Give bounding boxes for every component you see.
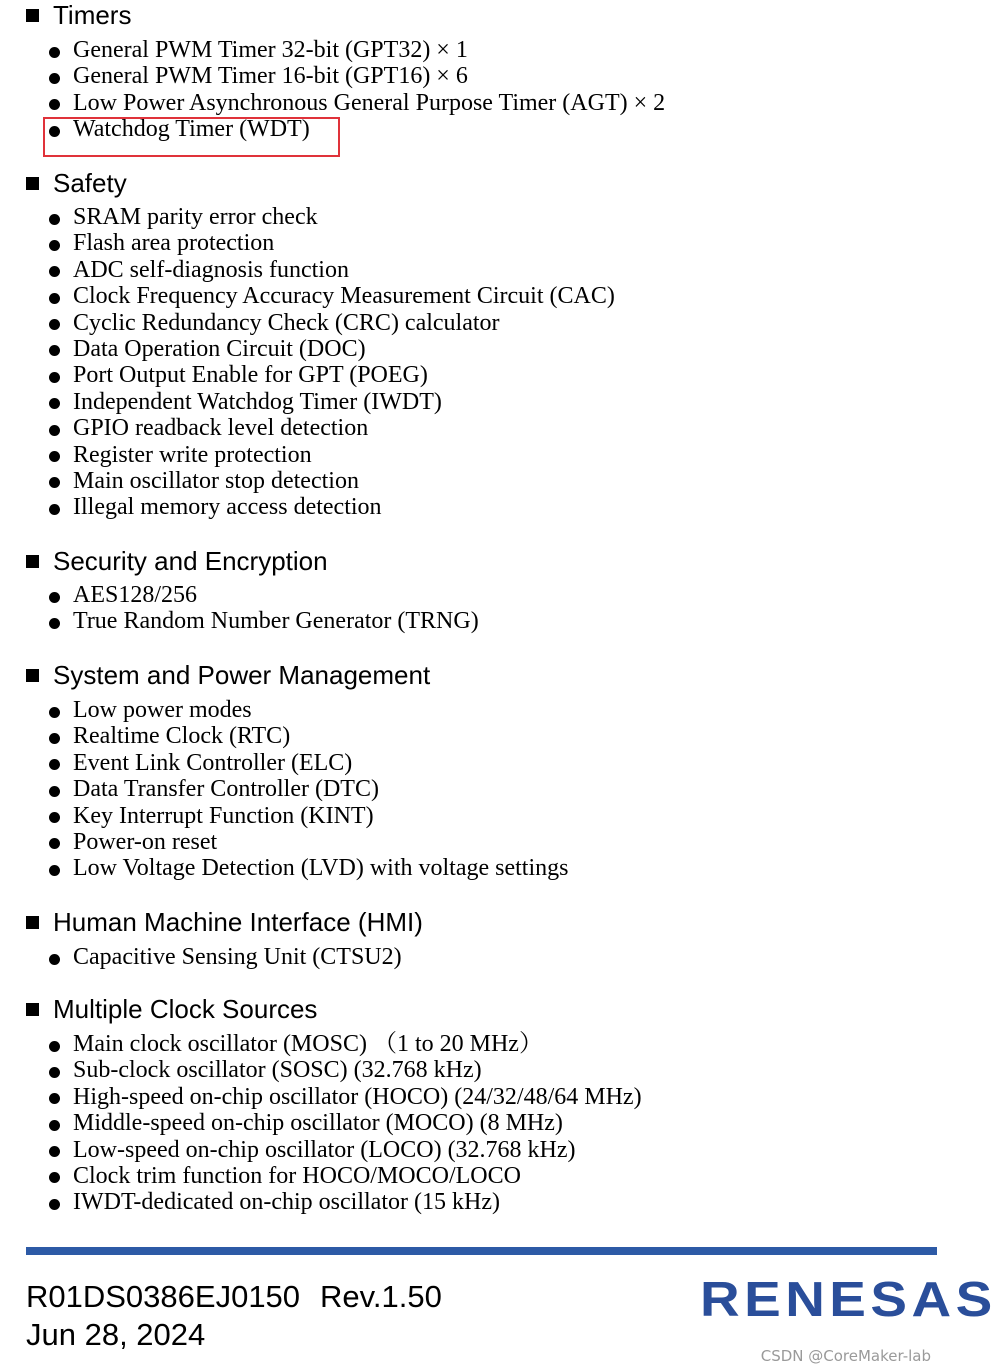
- document-number: R01DS0386EJ0150: [26, 1279, 301, 1314]
- bullet-icon: [49, 47, 60, 58]
- section-heading: [26, 660, 926, 690]
- bullet-icon: [49, 1041, 60, 1052]
- bullet-icon: [49, 73, 60, 84]
- item-list: [26, 204, 926, 521]
- footer-document-id: [26, 1278, 442, 1316]
- list-item-text: GPIO readback level detection: [73, 415, 369, 442]
- list-item: [26, 362, 926, 388]
- list-item-text: Power-on reset: [73, 828, 218, 855]
- list-item: [26, 63, 926, 89]
- bullet-icon: [49, 759, 60, 770]
- list-item-text: General PWM Timer 16-bit (GPT16) × 6: [73, 63, 468, 90]
- bullet-icon: [49, 1120, 60, 1131]
- bullet-icon: [49, 372, 60, 383]
- bullet-icon: [49, 1172, 60, 1183]
- section-heading: [26, 907, 926, 937]
- section-heading: [26, 168, 926, 198]
- list-item-text: Flash area protection: [73, 230, 275, 257]
- bullet-icon: [49, 451, 60, 462]
- bullet-icon: [49, 786, 60, 797]
- list-item: [26, 829, 926, 855]
- bullet-icon: [49, 214, 60, 225]
- list-item-text: Main clock oscillator (MOSC) （1 to 20 MHz）: [73, 1031, 543, 1057]
- item-list: [26, 944, 926, 970]
- footer-divider: [26, 1247, 937, 1255]
- list-item-text: IWDT-dedicated on-chip oscillator (15 kHz): [73, 1189, 500, 1216]
- list-item-text: Illegal memory access detection: [73, 494, 382, 521]
- bullet-icon: [49, 733, 60, 744]
- section-safety: [26, 168, 926, 521]
- list-item-text: Low-speed on-chip oscillator (LOCO) (32.768 kHz): [73, 1136, 576, 1163]
- section-heading-text: Multiple Clock Sources: [53, 994, 318, 1024]
- watermark: CSDN @CoreMaker-lab: [760, 1347, 931, 1365]
- bullet-icon: [49, 865, 60, 876]
- list-item: [26, 336, 926, 362]
- list-item: [26, 855, 926, 881]
- list-item: [26, 1189, 926, 1215]
- list-item-text: Middle-speed on-chip oscillator (MOCO) (8 MHz): [73, 1110, 563, 1137]
- list-item: [26, 468, 926, 494]
- bullet-icon: [49, 504, 60, 515]
- list-item: [26, 90, 926, 116]
- bullet-icon: [49, 1067, 60, 1078]
- highlight-box: [43, 117, 340, 157]
- list-item: [26, 582, 926, 608]
- list-item: [26, 230, 926, 256]
- list-item-text: Low power modes: [73, 697, 252, 723]
- section-heading: [26, 994, 926, 1024]
- list-item: [26, 697, 926, 723]
- item-list: [26, 582, 926, 635]
- bullet-icon: [49, 1093, 60, 1104]
- list-item: [26, 723, 926, 749]
- list-item-text: High-speed on-chip oscillator (HOCO) (24/32/48/64 MHz): [73, 1083, 642, 1110]
- list-item: [26, 442, 926, 468]
- list-item: [26, 257, 926, 283]
- list-item-text: Data Operation Circuit (DOC): [73, 335, 366, 362]
- list-item: [26, 415, 926, 441]
- list-item-text: ADC self-diagnosis function: [73, 256, 349, 283]
- list-item-text: Clock Frequency Accuracy Measurement Circuit (CAC): [73, 283, 615, 310]
- list-item-text: Independent Watchdog Timer (IWDT): [73, 388, 442, 415]
- section-heading-text: Safety: [53, 168, 127, 198]
- bullet-icon: [49, 618, 60, 629]
- list-item-text: Realtime Clock (RTC): [73, 723, 291, 750]
- list-item: [26, 1031, 926, 1057]
- list-item-text: Watchdog Timer (WDT): [73, 116, 310, 143]
- section-security: [26, 546, 926, 635]
- list-item-text: True Random Number Generator (TRNG): [73, 608, 479, 635]
- bullet-icon: [49, 99, 60, 110]
- list-item-text: Low Power Asynchronous General Purpose Timer (AGT) × 2: [73, 89, 666, 116]
- list-item: [26, 1163, 926, 1189]
- bullet-icon: [49, 319, 60, 330]
- list-item: [26, 776, 926, 802]
- item-list: [26, 1031, 926, 1216]
- bullet-icon: [49, 592, 60, 603]
- bullet-icon: [49, 1146, 60, 1157]
- square-bullet-icon: [26, 177, 39, 190]
- list-item: [26, 944, 926, 970]
- revision: Rev.1.50: [320, 1279, 442, 1314]
- list-item: [26, 803, 926, 829]
- square-bullet-icon: [26, 1003, 39, 1016]
- bullet-icon: [49, 398, 60, 409]
- list-item: [26, 204, 926, 230]
- list-item-text: Sub-clock oscillator (SOSC) (32.768 kHz): [73, 1057, 482, 1084]
- list-item: [26, 1110, 926, 1136]
- square-bullet-icon: [26, 9, 39, 22]
- list-item-text: Port Output Enable for GPT (POEG): [73, 362, 428, 389]
- bullet-icon: [49, 293, 60, 304]
- bullet-icon: [49, 266, 60, 277]
- list-item: [26, 494, 926, 520]
- bullet-icon: [49, 345, 60, 356]
- bullet-icon: [49, 1199, 60, 1210]
- item-list: [26, 697, 926, 882]
- list-item-text: Key Interrupt Function (KINT): [73, 802, 374, 829]
- section-clock-sources: [26, 994, 926, 1216]
- section-heading-text: System and Power Management: [53, 660, 431, 690]
- list-item: [26, 283, 926, 309]
- list-item-text: Clock trim function for HOCO/MOCO/LOCO: [73, 1162, 521, 1189]
- list-item: [26, 310, 926, 336]
- bullet-icon: [49, 240, 60, 251]
- section-heading: [26, 0, 926, 30]
- list-item: [26, 608, 926, 634]
- list-item-text: Data Transfer Controller (DTC): [73, 776, 379, 803]
- section-heading: [26, 546, 926, 576]
- bullet-icon: [49, 477, 60, 488]
- section-hmi: [26, 907, 926, 970]
- logo-text: RENESAS: [700, 1273, 997, 1327]
- list-item: [26, 389, 926, 415]
- square-bullet-icon: [26, 669, 39, 682]
- section-heading-text: Human Machine Interface (HMI): [53, 907, 423, 937]
- list-item-text: AES128/256: [73, 582, 198, 608]
- list-item-text: Register write protection: [73, 441, 312, 468]
- list-item-text: Cyclic Redundancy Check (CRC) calculator: [73, 309, 500, 336]
- list-item: [26, 1057, 926, 1083]
- bullet-icon: [49, 707, 60, 718]
- list-item-text: Event Link Controller (ELC): [73, 749, 353, 776]
- footer-date: Jun 28, 2024: [26, 1317, 206, 1352]
- list-item: [26, 750, 926, 776]
- list-item-text: Main oscillator stop detection: [73, 467, 359, 494]
- square-bullet-icon: [26, 555, 39, 568]
- square-bullet-icon: [26, 916, 39, 929]
- section-heading-text: Security and Encryption: [53, 546, 328, 576]
- renesas-logo: [700, 1273, 997, 1327]
- bullet-icon: [49, 954, 60, 965]
- section-system-power: [26, 660, 926, 882]
- section-heading-text: Timers: [53, 0, 132, 30]
- bullet-icon: [49, 425, 60, 436]
- bullet-icon: [49, 812, 60, 823]
- bullet-icon: [49, 838, 60, 849]
- list-item-text: General PWM Timer 32-bit (GPT32) × 1: [73, 37, 468, 63]
- list-item: [26, 1084, 926, 1110]
- list-item: [26, 37, 926, 63]
- list-item: [26, 1137, 926, 1163]
- list-item-text: SRAM parity error check: [73, 204, 318, 230]
- list-item-text: Low Voltage Detection (LVD) with voltage settings: [73, 855, 569, 882]
- list-item-text: Capacitive Sensing Unit (CTSU2): [73, 944, 402, 970]
